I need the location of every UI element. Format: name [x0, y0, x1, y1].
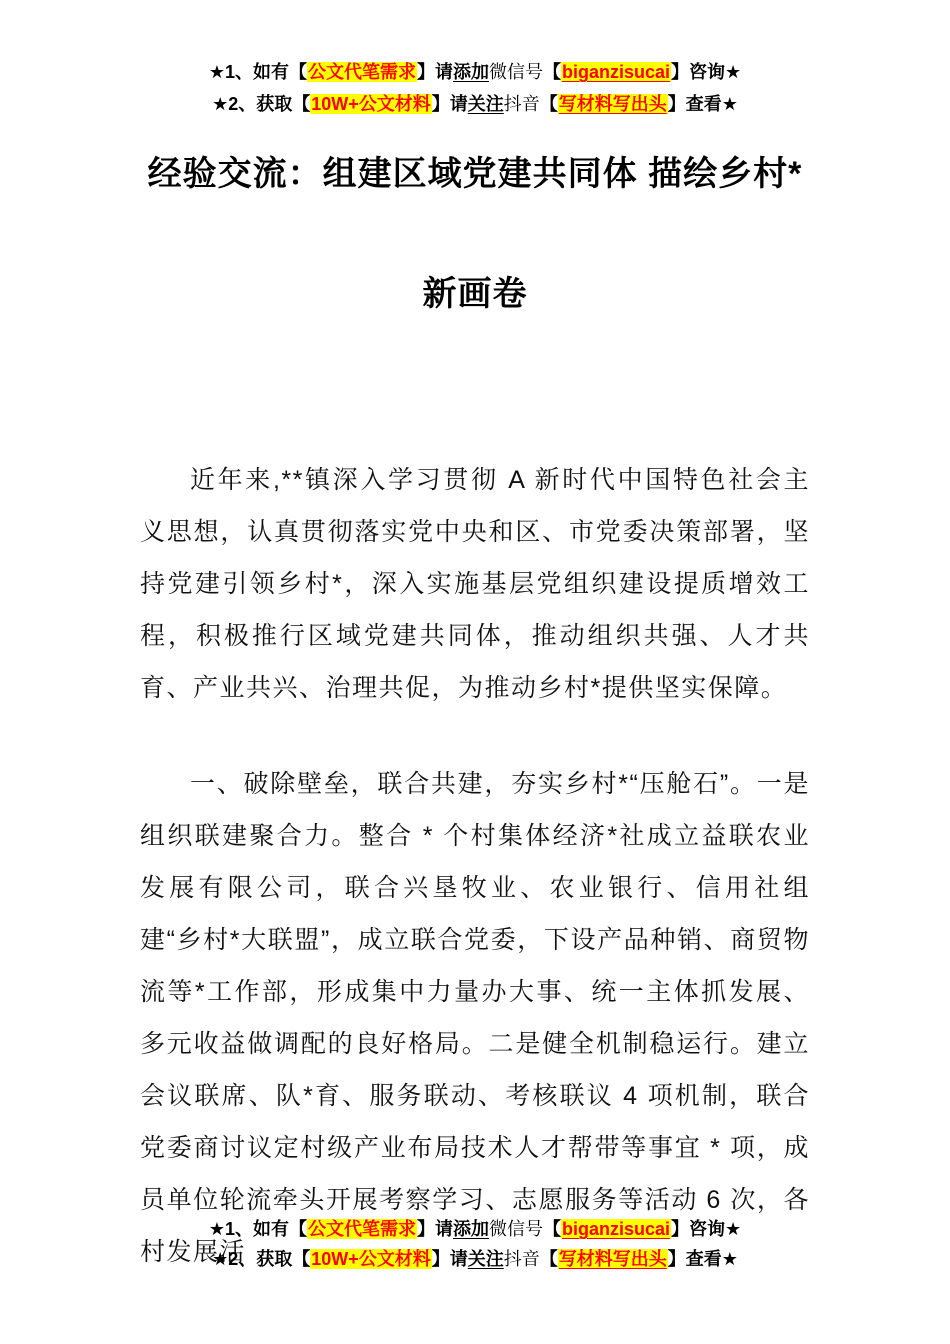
body-paragraph-2: 一、破除壁垒，联合共建，夯实乡村*“压舱石”。一是组织联建聚合力。整合 * 个村集体经济*社成立益联农业发展有限公司，联合兴垦牧业、农业银行、信用社组建“乡村*大联盟”，成立联合党委，下设产品种销、商贸物流等*工作部，形成集中力量办大事、统一主体抓发展、多元收益做调配的良好格局。二是健全机制稳运行。建立会议联席、队*育、服务联动、考核联议 4 项机制，联合党委商讨议定村级产业布局技术人才帮带等事宜 * 项，成员单位轮流牵头开展考察学习、志愿服务等活动 6 次，各村发展活: [140, 770, 810, 1266]
banner-underlined-text: 关注: [467, 1249, 504, 1269]
footer-banner: [0, 1214, 950, 1274]
banner-text: 】查看★: [667, 1249, 738, 1269]
banner-text: 】查看★: [667, 94, 738, 114]
banner-text: 】请: [431, 1249, 468, 1269]
body-paragraph-1: 近年来,**镇深入学习贯彻 A 新时代中国特色社会主义思想，认真贯彻落实党中央和区、市党委决策部署，坚持党建引领乡村*，深入实施基层党组织建设提质增效工程，积极推行区域党建共同体，推动组织共强、人才共育、产业共兴、治理共促，为推动乡村*提供坚实保障。: [140, 466, 810, 702]
header-banner: [0, 0, 950, 120]
banner-text: 【: [539, 94, 558, 114]
document-title-line-1: 经验交流：组建区域党建共同体 描绘乡村*: [147, 155, 803, 193]
banner-text: 抖音: [503, 94, 540, 114]
banner-text: 微信号: [488, 1219, 543, 1239]
banner-douyin-id: 写材料写出头: [558, 94, 667, 114]
banner-highlighted-text: 公文代笔需求: [307, 62, 416, 82]
banner-highlighted-text: 10W+公文材料: [311, 94, 431, 114]
banner-text: 】咨询★: [671, 1219, 742, 1239]
banner-underlined-text: 添加: [452, 62, 489, 82]
banner-text: 抖音: [503, 1249, 540, 1269]
banner-text: ★1、如有【: [208, 1219, 307, 1239]
banner-highlighted-text: 公文代笔需求: [307, 1219, 416, 1239]
banner-wechat-id: biganzisucai: [561, 1219, 671, 1239]
banner-text: 】咨询★: [671, 62, 742, 82]
banner-underlined-text: 添加: [452, 1219, 489, 1239]
banner-wechat-id: biganzisucai: [561, 62, 671, 82]
banner-text: 】请: [416, 1219, 453, 1239]
banner-text: ★2、获取【: [212, 1249, 311, 1269]
banner-douyin-id: 写材料写出头: [558, 1249, 667, 1269]
document-title-line-2: 新画卷: [422, 275, 528, 313]
footer-banner-line-2: [0, 1244, 950, 1274]
banner-text: 【: [542, 62, 561, 82]
header-banner-line-1: [0, 56, 950, 88]
footer-banner-line-1: [0, 1214, 950, 1244]
header-banner-line-2: [0, 88, 950, 120]
banner-highlighted-text: 10W+公文材料: [311, 1249, 431, 1269]
document-body: [140, 454, 810, 1278]
banner-text: ★2、获取【: [212, 94, 311, 114]
banner-text: 【: [542, 1219, 561, 1239]
banner-text: 】请: [416, 62, 453, 82]
banner-underlined-text: 关注: [467, 94, 504, 114]
banner-text: 】请: [431, 94, 468, 114]
banner-text: 微信号: [488, 62, 543, 82]
banner-text: 【: [539, 1249, 558, 1269]
banner-text: ★1、如有【: [208, 62, 307, 82]
